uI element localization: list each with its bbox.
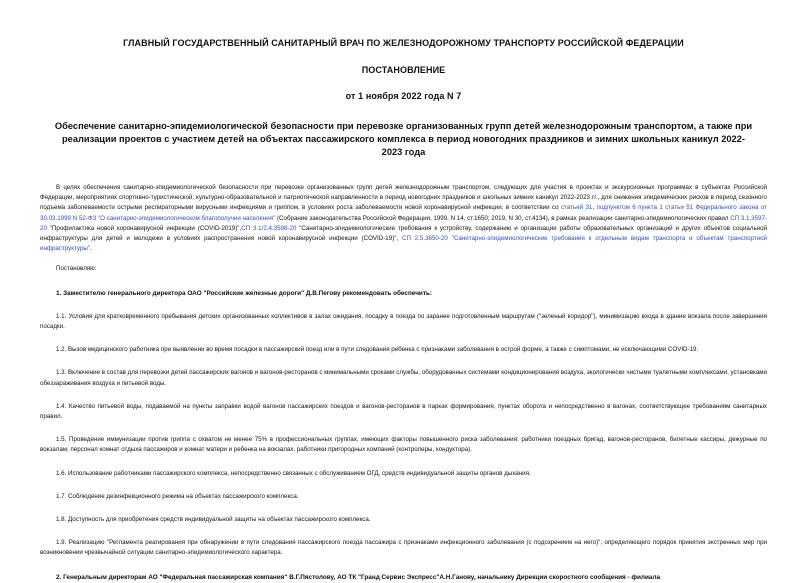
- subitem-1-6: 1.6. Использование работниками пассажирского комплекса, непосредственно связанных с обслуживанием ОГД, средств индивидуальной защиты органов дыхания.: [56, 469, 531, 477]
- authority-heading: ГЛАВНЫЙ ГОСУДАРСТВЕННЫЙ САНИТАРНЫЙ ВРАЧ ПО ЖЕЛЕЗНОДОРОЖНОМУ ТРАНСПОРТУ РОССИЙСКОЙ ФЕДЕРАЦИИ: [123, 38, 684, 48]
- intro-text-end: .: [90, 245, 92, 253]
- intro-text-4: "Профилактика новой коронавирусной инфекции (COVID-2019)",: [46, 224, 242, 232]
- subitem-1-5: 1.5. Проведение иммунизации против гриппа с охватом не менее 75% в профессиональных группах, имеющих факторы повышенного риска заболевания: работники поездных бригад, вагонов-ресторанов, билетные кассиры, дежурные по вокзалам, персонал комнат отдыха пассажиров и комнат матери и ребенка на вокзалах, работники пригородных компаний (контролеры, кондуктора).: [40, 436, 767, 454]
- link-article-31[interactable]: статьей 31: [560, 204, 593, 212]
- subitem-1-3: 1.3. Включение в состав для перевозки детей пассажирских вагонов и вагонов-ресторанов с минимальными сроками службы, оборудованных системами кондиционирования воздуха, экологически чистыми туалетными комплексами, установками обеззараживания воздуха и питьевой воды.: [40, 369, 767, 387]
- link-sp-2-5-3650-20[interactable]: СП 2.5.3650-20: [402, 235, 448, 243]
- subitem-1-1: 1.1. Условия для кратковременного пребывания детских организованных коллективов в залах ожидания, посадку в поезда по заранее подготовленным маршрутам ("зеленый коридор"), минимизацию входа в здание вокзала после завершения посадки.: [40, 312, 767, 331]
- intro-text-1: В целях обеспечения санитарно-эпидемиологической безопасности при перевозке организованных групп детей железнодорожным транспортом, следующих для участия в проектах и экскурсионных программах в субъектах Российской Федерации, мероприятиях спортивно-туристической, культурно-образовательной и патриотической направленности в период новогодних праздников и школьных зимних каникул 2022-2023 гг., для снижения эпидемических рисков в период сезонного подъема заболеваемости острыми респираторными вирусными инфекциями и гриппом, в условиях роста заболеваемости новой коронавирусной инфекции, в соответствии со: [40, 184, 767, 212]
- link-sp-2-5-3650-20-title[interactable]: "Санитарно-эпидемиологические требования к отдельным видам транспорта и объектам транспортной инфраструктуры": [40, 235, 767, 253]
- link-sp-3-1-2-4-3598-20[interactable]: СП 3.1/2.4.3598-20: [241, 224, 297, 232]
- document-body: [40, 183, 767, 583]
- subitem-1-2: 1.2. Вызов медицинского работника при выявлении во время посадки в пассажирский поезд или в пути следования ребенка с признаками заболевания в острой форме, а также с симптомами, не исключающими COVID-19.: [56, 346, 699, 354]
- document-date-number: от 1 ноября 2022 года N 7: [345, 91, 462, 101]
- document-type-heading: ПОСТАНОВЛЕНИЕ: [361, 65, 446, 75]
- subitem-1-8: 1.8. Доступность для приобретения средств индивидуальной защиты на объектах пассажирского комплекса.: [56, 516, 371, 524]
- document-title: Обеспечение санитарно-эпидемиологической безопасности при перевозке организованных групп детей железнодорожным транспортом, а также при реализации проектов с участием детей на объектах пассажирского комплекса в период новогодних праздников и зимних школьных каникул 2022-2023 года: [54, 121, 753, 157]
- item-1-heading: 1. Заместителю генерального директора ОАО "Российские железные дороги" Д.В.Пегову рекомендовать обеспечить:: [56, 289, 433, 297]
- intro-text-2: ,: [592, 204, 597, 212]
- subitem-1-7: 1.7. Соблюдение дезинфекционного режима на объектах пассажирского комплекса.: [56, 492, 299, 500]
- intro-text-3: (Собрание законодательства Российской Федерации, 1999, N 14, ст.1650; 2019, N 30, ст.4134), в рамках реализации санитарно-эпидемиологических правил: [275, 214, 731, 222]
- intro-text-5: "Санитарно-эпидемиологические требования к устройству, содержанию и организации работы образовательных организаций и других объектов социальной инфраструктуры для детей и молодежи в условиях распространения новой коронавирусной инфекции (COVID-19)",: [40, 224, 767, 243]
- item-2-heading: 2. Генеральным директорам АО "Федеральная пассажирская компания" В.Г.Пястолову, АО ТК "Гранд Сервис Экспресс"А.Н.Ганову, начальнику Дирекции скоростного сообщения - филиала: [56, 573, 661, 581]
- subitem-1-9: 1.9. Реализацию "Регламента реагирования при обнаружении в пути следования пассажирского поезда пассажира с признаками инфекционного заболевания (с подозрением на него)", определяющего порядок принятия экстренных мер при возникновении чрезвычайной ситуации санитарно-эпидемиологического характера.: [40, 539, 767, 557]
- link-federal-law-52[interactable]: подпунктом 6 пункта 1 статьи 51 Федерального закона от 30.03.1999 N 52-ФЗ "О санитарно-эпидемиологическом благополучии населения": [40, 204, 767, 222]
- subitem-1-4: 1.4. Качество питьевой воды, подаваемой на пункты заправки водой вагонов пассажирских поездов и вагонов-ресторанов в парках формирования, пунктах оборота и непосредственно в вагонах, соответствующее требованиям санитарных правил.: [40, 402, 767, 421]
- resolve-line: Постановляю:: [56, 265, 97, 273]
- intro-paragraph: [40, 183, 767, 254]
- link-sp-3-1-3597-20[interactable]: СП 3.1.3597-20: [40, 214, 768, 232]
